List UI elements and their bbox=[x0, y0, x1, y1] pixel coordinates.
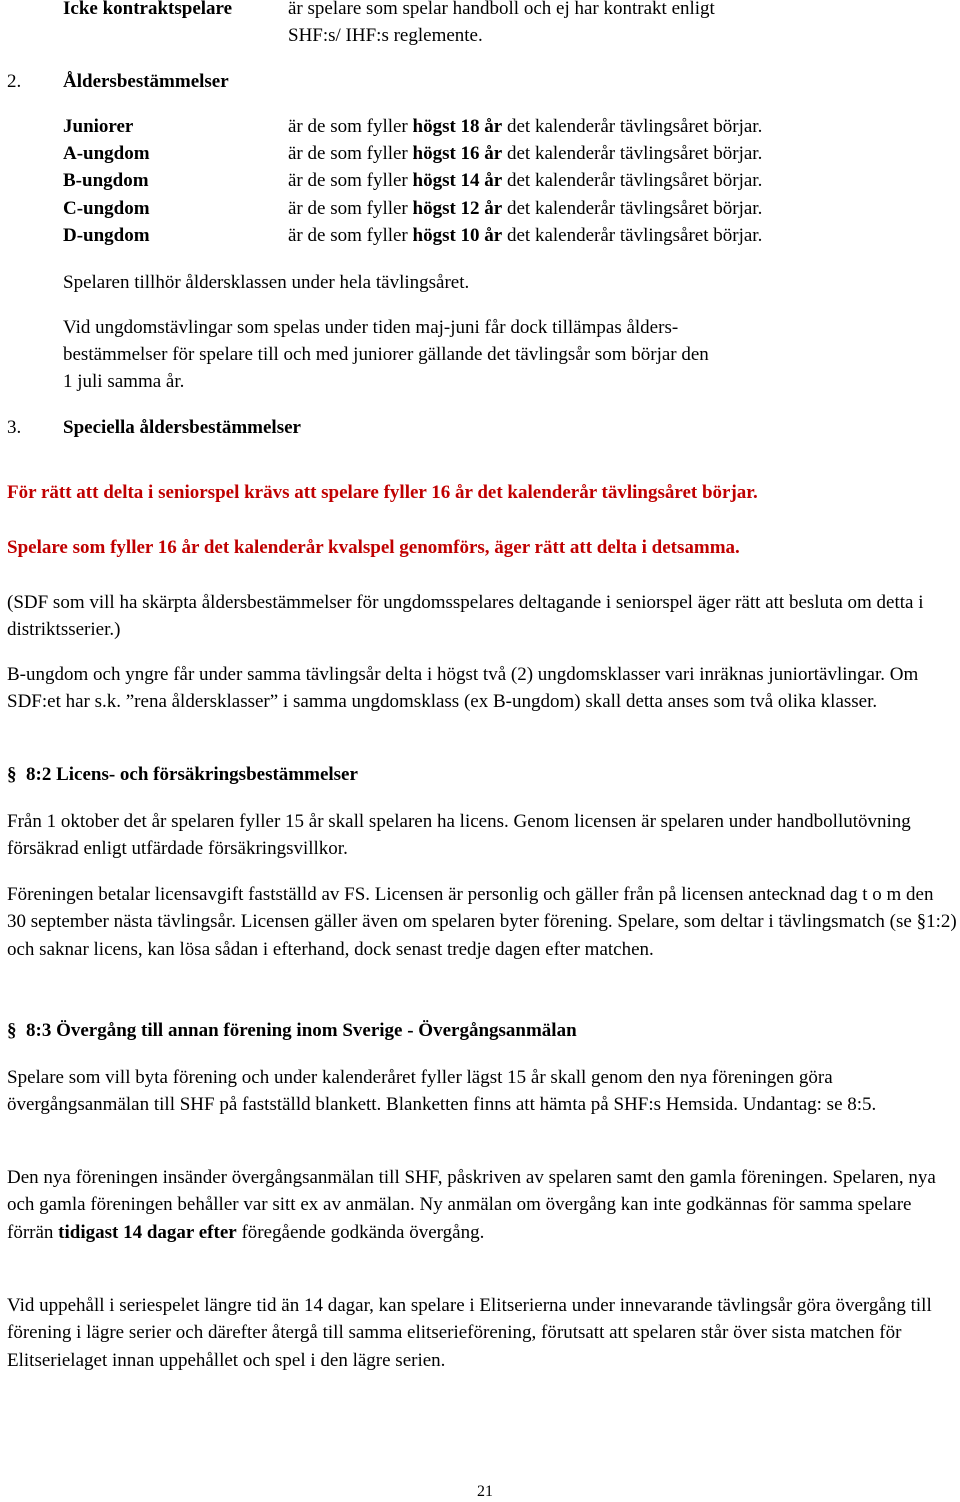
heading-8-2-title: 8:2 Licens- och försäkringsbestämmelser bbox=[26, 764, 358, 785]
age-label-a-ungdom: A-ungdom bbox=[63, 143, 150, 164]
page-number: 21 bbox=[477, 1483, 493, 1500]
section-2-title: Åldersbestämmelser bbox=[63, 71, 229, 92]
heading-8-2 bbox=[7, 762, 358, 788]
age-label-juniorer: Juniorer bbox=[63, 116, 134, 137]
paragraph-symbol-icon: § bbox=[7, 1020, 17, 1041]
section-3-number: 3. bbox=[7, 417, 22, 438]
red-rule-kvalspel: Spelare som fyller 16 år det kalenderår kvalspel genomförs, äger rätt att delta i detsamma. bbox=[7, 537, 740, 558]
b-ungdom-paragraph: B-ungdom och yngre får under samma tävlingsår delta i högst två (2) ungdomsklasser vari inräknas juniortävlingar. Om SDF:et har s.k. ”rena åldersklasser” i samma ungdomsklass (ex B-ungdom) skall detta anses som två olika klasser. bbox=[7, 664, 919, 713]
age-label-d-ungdom: D-ungdom bbox=[63, 225, 150, 246]
vid-ungdom-line3: 1 juli samma år. bbox=[63, 371, 185, 392]
age-definition-juniorer: är de som fyller högst 18 år det kalenderår tävlingsåret börjar. bbox=[288, 116, 763, 137]
heading-8-3-title: 8:3 Övergång till annan förening inom Sverige - Övergångsanmälan bbox=[26, 1020, 577, 1041]
overgang-paragraph-1: Spelare som vill byta förening och under kalenderåret fyller lägst 15 år skall genom den nya föreningen göra övergångsanmälan till SHF på fastställd blankett. Blanketten finns att hämta på SHF:s Hemsida. Undantag: se 8:5. bbox=[7, 1067, 877, 1116]
section-3-title: Speciella åldersbestämmelser bbox=[63, 417, 301, 438]
age-definition-c-ungdom: är de som fyller högst 12 år det kalenderår tävlingsåret börjar. bbox=[288, 198, 763, 219]
age-label-c-ungdom: C-ungdom bbox=[63, 198, 150, 219]
icke-definition-line1: är spelare som spelar handboll och ej har kontrakt enligt bbox=[288, 0, 715, 19]
spelaren-tillhor-text: Spelaren tillhör åldersklassen under hela tävlingsåret. bbox=[63, 272, 470, 293]
age-definition-a-ungdom: är de som fyller högst 16 år det kalenderår tävlingsåret börjar. bbox=[288, 143, 763, 164]
overgang-paragraph-2: Den nya föreningen insänder övergångsanmälan till SHF, påskriven av spelaren samt den gamla föreningen. Spelaren, nya och gamla föreningen behåller var sitt ex av anmälan. Ny anmälan om övergång kan inte godkännas för samma spelare förrän tidigast 14 dagar efter föregående godkända övergång. bbox=[7, 1167, 936, 1243]
heading-8-3 bbox=[7, 1018, 577, 1044]
age-label-b-ungdom: B-ungdom bbox=[63, 170, 149, 191]
icke-definition-line2: SHF:s/ IHF:s reglemente. bbox=[288, 25, 483, 46]
paragraph-symbol-icon: § bbox=[7, 764, 17, 785]
vid-ungdom-line2: bestämmelser för spelare till och med juniorer gällande det tävlingsår som börjar den bbox=[63, 344, 709, 365]
age-definition-b-ungdom: är de som fyller högst 14 år det kalenderår tävlingsåret börjar. bbox=[288, 170, 763, 191]
licens-paragraph-2: Föreningen betalar licensavgift fastställd av FS. Licensen är personlig och gäller från på licensen antecknad dag t o m den 30 september nästa tävlingsår. Licensen gäller även om spelaren byter förening. Spelare, som deltar i tävlingsmatch (se §1:2) och saknar licens, kan lösa sådan i efterhand, dock senast tredje dagen efter matchen. bbox=[7, 884, 957, 960]
sdf-paragraph: (SDF som vill ha skärpta åldersbestämmelser för ungdomsspelares deltagande i seniorspel äger rätt att besluta om detta i distriktsserier.) bbox=[7, 592, 924, 641]
icke-label: Icke kontraktspelare bbox=[63, 0, 233, 19]
section-2-number: 2. bbox=[7, 71, 22, 92]
red-rule-seniorspel: För rätt att delta i seniorspel krävs att spelare fyller 16 år det kalenderår tävlingsåret börjar. bbox=[7, 482, 758, 503]
vid-ungdom-line1: Vid ungdomstävlingar som spelas under tiden maj-juni får dock tillämpas ålders- bbox=[63, 317, 679, 338]
licens-paragraph-1: Från 1 oktober det år spelaren fyller 15 år skall spelaren ha licens. Genom licensen är spelaren under handbollutövning försäkrad enligt utfärdade försäkringsvillkor. bbox=[7, 811, 911, 860]
overgang-paragraph-3: Vid uppehåll i seriespelet längre tid än 14 dagar, kan spelare i Elitserierna under innevarande tävlingsår göra övergång till förening i lägre serier och därefter återgå till samma elitserieförening, förutsatt att spelaren står över sista matchen för Elitserielaget innan uppehållet och spel i den lägre serien. bbox=[7, 1295, 932, 1371]
age-definition-d-ungdom: är de som fyller högst 10 år det kalenderår tävlingsåret börjar. bbox=[288, 225, 763, 246]
